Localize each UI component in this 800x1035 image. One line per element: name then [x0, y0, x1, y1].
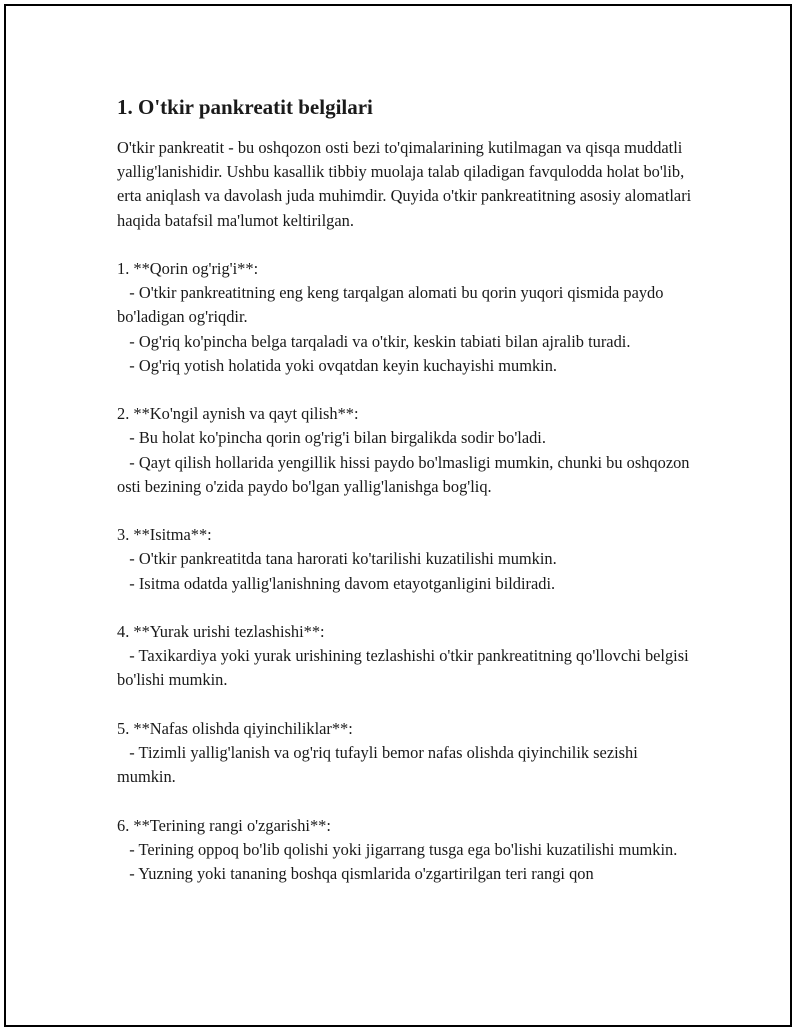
section [117, 620, 697, 693]
section [117, 523, 697, 596]
section [117, 717, 697, 790]
section-gap [117, 499, 697, 523]
section-item: - Qayt qilish hollarida yengillik hissi paydo bo'lmasligi mumkin, chunki bu oshqozon osti bezining o'zida paydo bo'lgan yallig'lanishga bog'liq. [117, 452, 694, 496]
section-item: - Terining oppoq bo'lib qolishi yoki jigarrang tusga ega bo'lishi kuzatilishi mumkin. [117, 839, 678, 859]
section-gap [117, 693, 697, 717]
section-heading: 3. **Isitma**: [117, 525, 212, 545]
section-gap [117, 789, 697, 813]
section-heading: 5. **Nafas olishda qiyinchiliklar**: [117, 718, 353, 738]
section-heading: 4. **Yurak urishi tezlashishi**: [117, 622, 325, 641]
section-item: - Isitma odatda yallig'lanishning davom etayotganligini bildiradi. [117, 573, 556, 593]
section-item: - O'tkir pankreatitda tana harorati ko'tarilishi kuzatilishi mumkin. [117, 549, 557, 569]
section-item: - Tizimli yallig'lanish va og'riq tufayli bemor nafas olishda qiyinchilik sezishi mumkin. [117, 743, 642, 787]
section-gap [117, 596, 697, 620]
section-item: - Taxikardiya yoki yurak urishining tezlashishi o'tkir pankreatitning qo'llovchi belgisi bo'lishi mumkin. [117, 646, 693, 690]
section-item: - O'tkir pankreatitning eng keng tarqalgan alomati bu qorin yuqori qismida paydo bo'ladigan og'riqdir. [117, 283, 668, 327]
section-gap [117, 233, 697, 257]
section-heading: 1. **Qorin og'rig'i**: [117, 259, 259, 278]
document-title: 1. O'tkir pankreatit belgilari [117, 95, 373, 119]
section-heading: 2. **Ko'ngil aynish va qayt qilish**: [117, 404, 359, 424]
section-gap [117, 378, 697, 402]
section-heading: 6. **Terining rangi o'zgarishi**: [117, 815, 331, 835]
section-item: - Og'riq yotish holatida yoki ovqatdan keyin kuchayishi mumkin. [117, 355, 557, 375]
section [117, 257, 697, 378]
document-body [117, 92, 697, 886]
section-item: - Yuzning yoki tananing boshqa qismlarida o'zgartirilgan teri rangi qon [117, 864, 594, 883]
section [117, 814, 697, 887]
section-item: - Og'riq ko'pincha belga tarqaladi va o'tkir, keskin tabiati bilan ajralib turadi. [117, 331, 631, 351]
intro-paragraph: O'tkir pankreatit - bu oshqozon osti bezi to'qimalarining kutilmagan va qisqa muddatli yallig'lanishidir. Ushbu kasallik tibbiy muolaja talab qiladigan favqulodda holat bo'lib, erta aniqlash va davolash juda muhimdir. Quyida o'tkir pankreatitning asosiy alomatlari haqida batafsil ma'lumot keltirilgan. [117, 138, 696, 230]
section-item: - Bu holat ko'pincha qorin og'rig'i bilan birgalikda sodir bo'ladi. [117, 428, 546, 448]
section [117, 402, 697, 499]
